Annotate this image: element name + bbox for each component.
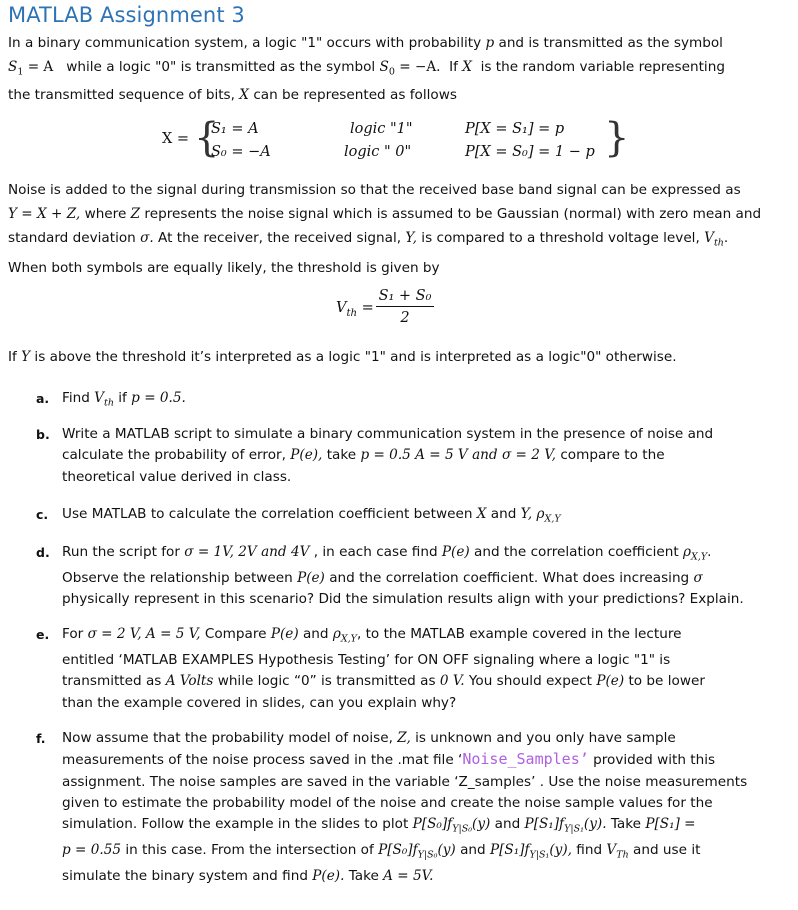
question-b-label: b.: [36, 427, 50, 442]
noise-line-4: When both symbols are equally likely, the threshold is given by: [8, 259, 440, 276]
question-e-label: e.: [36, 627, 50, 642]
eq1-lhs: X =: [162, 131, 190, 147]
noise-paragraph: [8, 178, 790, 280]
eq2-lhs: $V_{th}$ =: [336, 300, 374, 319]
page-title: MATLAB Assignment 3: [8, 3, 245, 27]
eq2-fraction: [376, 288, 434, 326]
question-d-text: Run the script for σ = 1V, 2V and 4V , in each case find P(e) and the correlation coefficient $\rho_{X,Y}$. Observe the relationship between P(e) and the correlation coefficient. What does increasing σ physically represent in this scenario? Did the simulation results align with your predictions? Explain.: [62, 544, 744, 608]
right-brace: }: [604, 115, 630, 161]
eq1-row1-prob: P[X = S₁] = p: [465, 121, 565, 137]
question-a-label: a.: [36, 391, 50, 406]
eq1-row1-logic: logic "1": [350, 121, 413, 137]
noise-samples-filename: Noise_Samples’: [462, 750, 589, 769]
question-f-label: f.: [36, 731, 46, 746]
eq1-row2-prob: P[X = S₀] = 1 − p: [465, 144, 595, 160]
threshold-rule: If Y is above the threshold it’s interpreted as a logic "1" and is interpreted as a logic"0" otherwise.: [8, 349, 677, 365]
question-b-text: Write a MATLAB script to simulate a binary communication system in the presence of noise and calculate the probability of error, P(e), take p = 0.5 A = 5 V and σ = 2 V, compare to the theoretical value derived in class.: [62, 426, 714, 485]
eq1-row2-logic: logic " 0": [344, 144, 412, 160]
eq1-row2-symbol: S₀ = −A: [211, 144, 271, 160]
noise-line-1: Noise is added to the signal during transmission so that the received base band signal can be expressed as: [8, 182, 741, 198]
question-c-text: Use MATLAB to calculate the correlation coefficient between X and Y, $\rho_{X,Y}$: [62, 506, 561, 525]
question-e-text: For σ = 2 V, A = 5 V, Compare P(e) and $\rho_{X,Y}$, to the MATLAB example covered in the lecture entitled ‘MATLAB EXAMPLES Hypothesis Testing’ for ON OFF signaling where a logic "1" is transmitted as A Volts while logic “0” is transmitted as 0 V. You should expect P(e) to be lower than the example covered in slides, can you explain why?: [62, 626, 705, 711]
intro-line-1: In a binary communication system, a logic "1" occurs with probability p and is transmitted as the symbol: [8, 35, 723, 51]
eq2-numerator: S₁ + S₀: [376, 288, 434, 307]
question-f-text: Now assume that the probability model of noise, Z, is unknown and you only have sample measurements of the noise process saved in the .mat file ‘Noise_Samples’ provided with this assignment. The noise samples are saved in the variable ‘Z_samples’ . Use the noise measurements given to estimate the probability model of the noise and create the noise sample values for the simulation. Follow the example in the slides to plot $P[S_0]f_{Y|S_0}(y)$ and $P[S_1]f_{Y|S_1}(y)$. Take P[S₁] = p = 0.55 in this case. From the intersection of $P[S_0]f_{Y|S_0}(y)$ and $P[S_1]f_{Y|S_1}(y)$, find $V_{Th}$ and use it simulate the binary system and find P(e). Take A = 5V.: [62, 730, 748, 885]
intro-line-3: the transmitted sequence of bits, X can be represented as follows: [8, 86, 457, 103]
eq2-denominator: 2: [400, 310, 410, 326]
question-c-label: c.: [36, 507, 49, 522]
noise-line-2: Y = X + Z, where Z represents the noise signal which is assumed to be Gaussian (normal) with zero mean and: [8, 206, 762, 222]
question-d-label: d.: [36, 545, 50, 560]
intro-paragraph: [8, 32, 790, 107]
left-brace: {: [194, 115, 220, 161]
intro-line-2: $S_1 = A$ while a logic "0" is transmitted as the symbol $S_0 = -A$. If X is the random variable representing: [8, 58, 725, 78]
question-a-text: Find $V_{th}$ if p = 0.5.: [62, 390, 186, 409]
eq1-row1-symbol: S₁ = A: [211, 121, 259, 137]
noise-line-3: standard deviation σ. At the receiver, the received signal, Y, is compared to a threshold voltage level, $V_{th}$.: [8, 230, 729, 249]
